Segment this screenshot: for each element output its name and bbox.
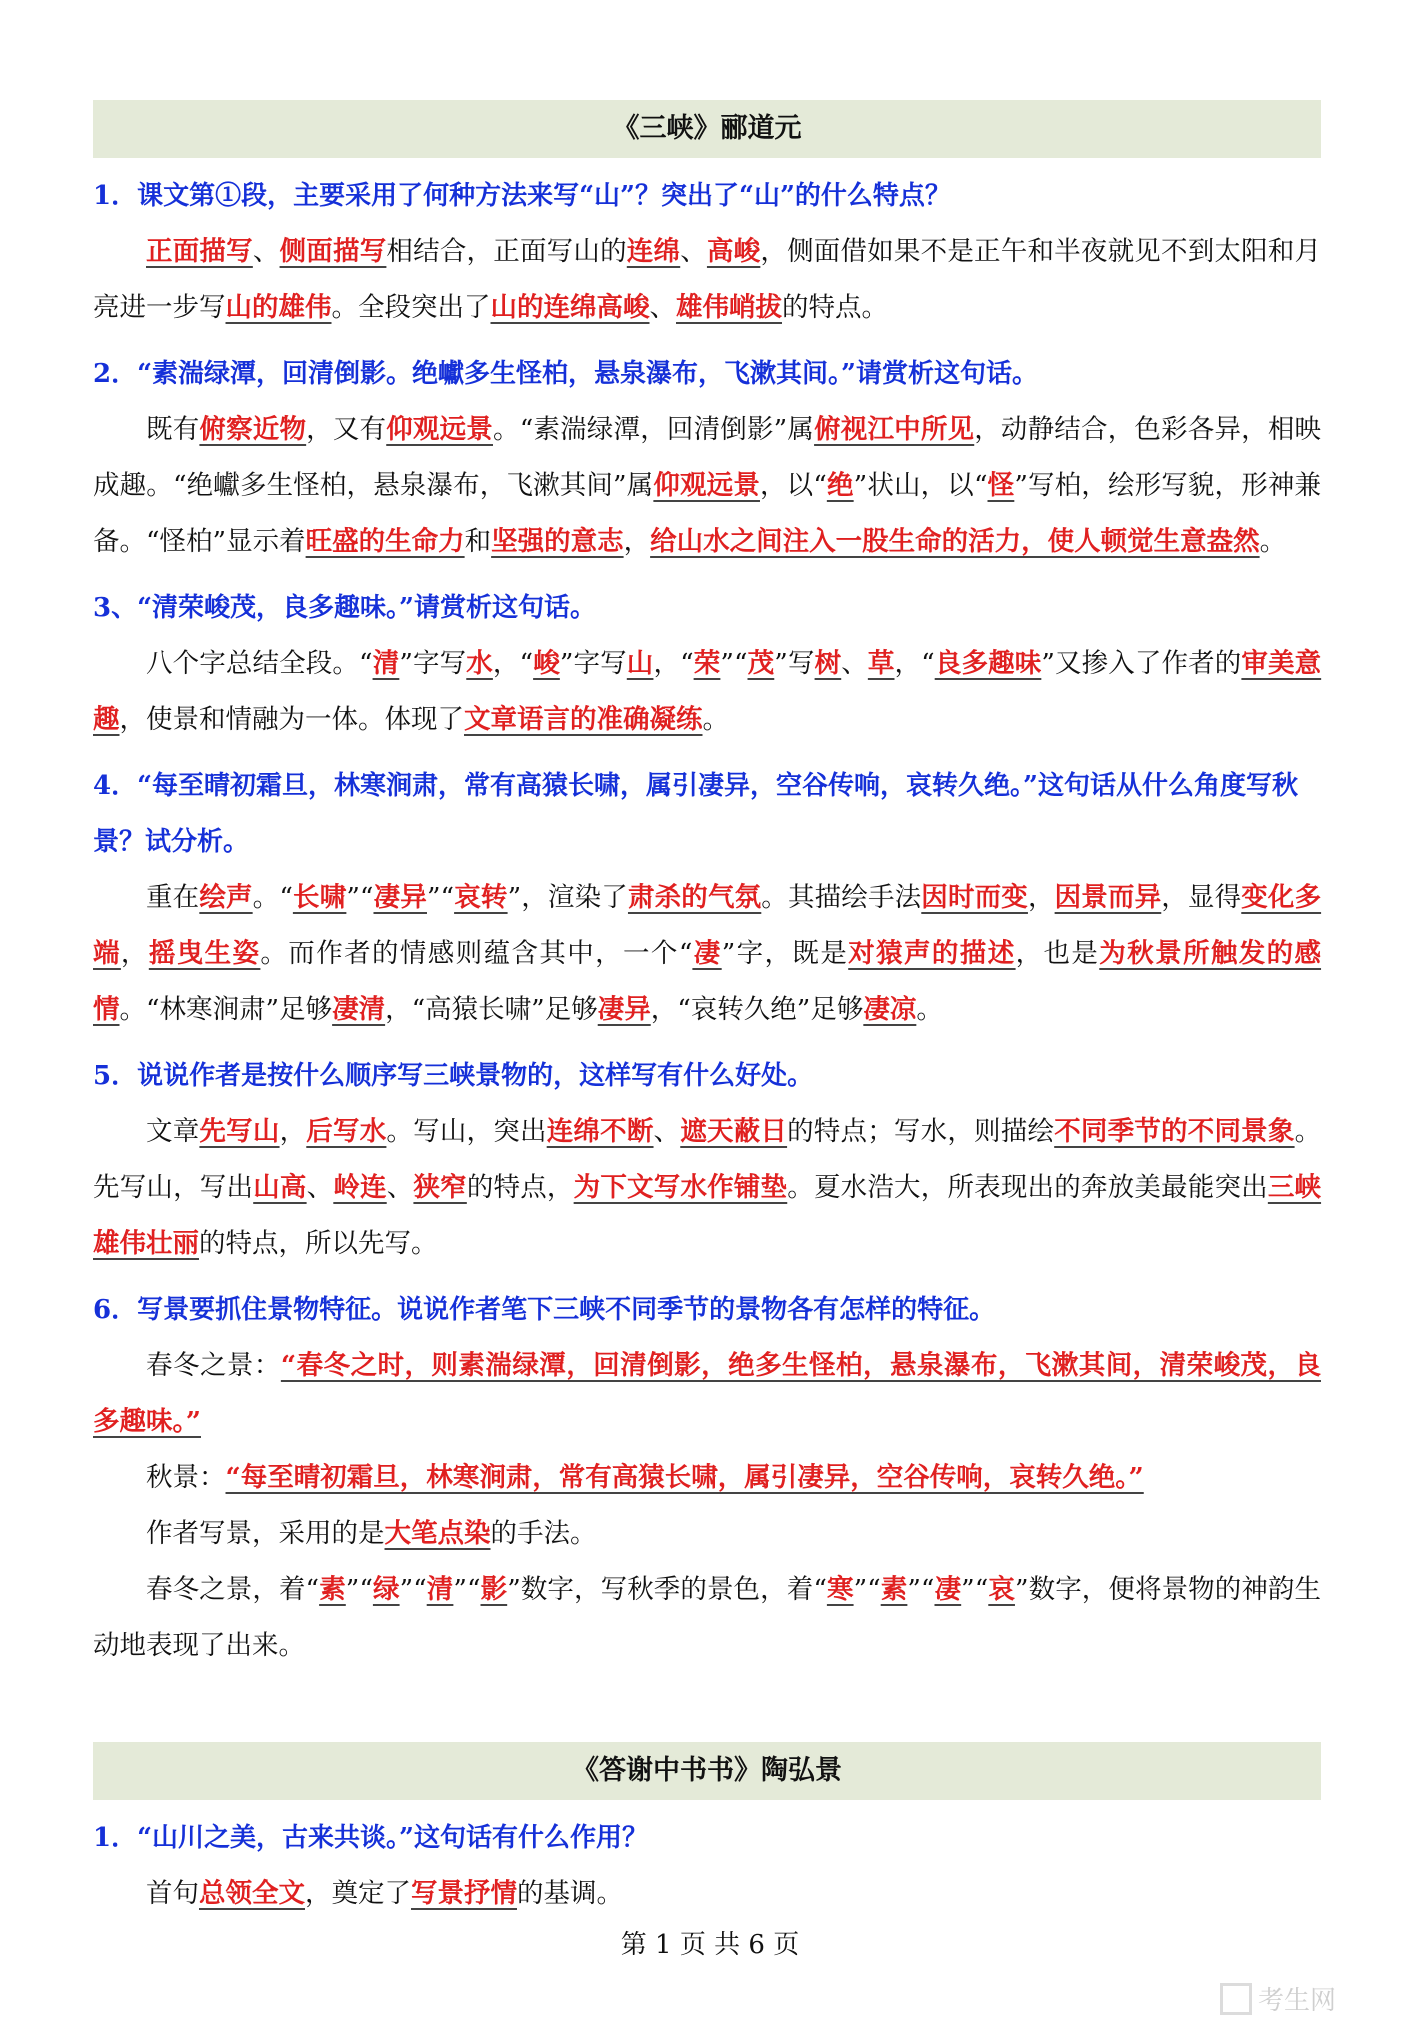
answer-keyword: 凄凉	[863, 994, 917, 1025]
answer-keyword: 摇曳生姿	[148, 938, 261, 969]
answer-text: 。其描绘手法	[761, 882, 922, 913]
answer-text: ，显得	[1161, 882, 1242, 913]
answer-text: ”，渲染了	[507, 882, 628, 913]
answer-keyword: 仰观远景	[386, 414, 493, 445]
answer-paragraph	[93, 402, 1321, 570]
answer-keyword: 素	[880, 1574, 908, 1605]
answer-keyword: 荣	[693, 648, 721, 679]
answer-text: ，“	[492, 648, 534, 679]
question: 3、“清荣峻茂，良多趣味。”请赏析这句话。	[93, 593, 597, 623]
answer-keyword: 给山水之间注入一股生命的活力，使人顿觉生意盎然	[650, 526, 1260, 557]
answer-keyword: 侧面描写	[279, 236, 387, 267]
answer-text: ，以“	[759, 470, 827, 501]
answer-keyword: 对猿声的描述	[848, 938, 1016, 969]
answer-keyword: 俯视江中所见	[814, 414, 975, 445]
answer-text: ，又有	[306, 414, 387, 445]
answer-keyword: 山高	[253, 1172, 307, 1203]
answer-text: 的手法。	[490, 1518, 597, 1549]
answer-keyword: 长啸	[292, 882, 347, 913]
answer-keyword: 凄清	[332, 994, 386, 1025]
answer-keyword: 山	[626, 648, 654, 679]
answer-keyword: 后写水	[306, 1116, 387, 1147]
answer-text: 的特点，	[466, 1172, 574, 1203]
answer-keyword: 清	[426, 1574, 454, 1605]
answer-text: 秋景：	[146, 1462, 226, 1493]
answer-text: 的基调。	[517, 1878, 623, 1909]
answer-text: ，“高猿长啸”足够	[385, 994, 598, 1025]
answer-keyword: 寒	[826, 1574, 854, 1605]
answer-text: ”“	[346, 882, 374, 913]
answer-text: ”“	[399, 1574, 427, 1605]
answer-keyword: 为秋景所触发的感情	[93, 938, 1322, 1025]
answer-text: 春冬之景：	[146, 1350, 281, 1381]
answer-keyword: 高峻	[706, 236, 761, 267]
answer-text: 。“林寒涧肃”足够	[119, 994, 333, 1025]
answer-text: ”状山，以“	[853, 470, 988, 501]
answer-text: ”“	[426, 882, 455, 913]
answer-keyword: 正面描写	[146, 236, 253, 267]
answer-text: 春冬之景，着“	[146, 1574, 320, 1605]
answer-text: ，奠定了	[305, 1878, 411, 1909]
logo-text: 考生网	[1258, 1985, 1337, 2015]
question: 4．“每至晴初霜旦，林寒涧肃，常有高猿长啸，属引凄异，空谷传响，哀转久绝。”这句话从什么角度写秋景？试分析。	[93, 771, 1299, 857]
answer-text: 的特点。	[782, 292, 888, 323]
section-title: 《答谢中书书》陶弘景	[93, 1742, 1321, 1800]
answer-keyword: 因时而变	[921, 882, 1028, 913]
answer-text: 作者写景，采用的是	[146, 1518, 385, 1549]
answer-keyword: 仰观远景	[653, 470, 760, 501]
answer-text: 、	[386, 1172, 414, 1203]
answer-text: ”“	[345, 1574, 373, 1605]
question: 1．“山川之美，古来共谈。”这句话有什么作用？	[93, 1823, 649, 1853]
answer-text: ，“	[894, 648, 935, 679]
answer-text: 。	[916, 994, 943, 1025]
answer-keyword: 写景抒情	[411, 1878, 517, 1909]
answer-keyword: 连绵不断	[546, 1116, 654, 1147]
answer-keyword: 狭窄	[413, 1172, 467, 1203]
answer-keyword: 绘声	[199, 882, 253, 913]
logo-icon	[1220, 1983, 1252, 2015]
answer-text: ，“	[653, 648, 694, 679]
answer-text: 。写山，突出	[386, 1116, 547, 1147]
answer-keyword: 遮天蔽日	[680, 1116, 788, 1147]
answer-text: 。全段突出了	[331, 292, 491, 323]
answer-text: ”写柏，绘形写貌，形神兼备。“怪柏”显示着	[93, 470, 1322, 557]
answer-keyword: 素	[319, 1574, 346, 1605]
answer-text: ”字，既是	[721, 938, 849, 969]
section	[93, 1742, 1321, 1922]
answer-keyword: 峻	[533, 648, 560, 679]
answer-keyword: 为下文写水作铺垫	[573, 1172, 788, 1203]
question: 2．“素湍绿潭，回清倒影。绝巘多生怪柏，悬泉瀑布，飞漱其间。”请赏析这句话。	[93, 359, 1039, 389]
answer-keyword: 绿	[372, 1574, 400, 1605]
answer-text: ，也是	[1015, 938, 1100, 969]
answer-keyword: 总领全文	[199, 1878, 305, 1909]
answer-keyword: 肃杀的气氛	[627, 882, 762, 913]
answer-keyword: 水	[466, 648, 493, 679]
answer-paragraph	[93, 1866, 1321, 1922]
answer-text: ”“	[720, 648, 748, 679]
answer-text: 。夏水浩大，所表现出的奔放美最能突出	[787, 1172, 1268, 1203]
answer-keyword: 凄异	[597, 994, 651, 1025]
answer-keyword: 雄伟峭拔	[676, 292, 782, 323]
section	[93, 100, 1321, 1674]
answer-keyword: 大笔点染	[384, 1518, 491, 1549]
answer-keyword: 不同季节的不同景象	[1054, 1116, 1295, 1147]
answer-paragraph	[93, 1562, 1321, 1674]
answer-keyword: 岭连	[333, 1172, 387, 1203]
answer-text: ，	[120, 938, 149, 969]
answer-text: 、	[649, 292, 676, 323]
answer-keyword: 茂	[747, 648, 775, 679]
answer-paragraph	[93, 1506, 1321, 1562]
answer-text: ”“	[853, 1574, 881, 1605]
answer-text: 。	[702, 704, 729, 735]
answer-text: ，	[623, 526, 651, 557]
answer-text: 、	[252, 236, 280, 267]
answer-text: ，“哀转久绝”足够	[650, 994, 864, 1025]
answer-paragraph	[93, 1450, 1321, 1506]
answer-text: 。	[1259, 526, 1287, 557]
answer-text: ”数字，写秋季的景色，着“	[507, 1574, 827, 1605]
answer-keyword: 文章语言的准确凝练	[464, 704, 703, 735]
answer-keyword: 俯察近物	[199, 414, 307, 445]
answer-paragraph	[93, 224, 1321, 336]
answer-keyword: 影	[480, 1574, 508, 1605]
page-footer: 第 1 页 共 6 页	[620, 1930, 800, 1960]
watermark-logo	[1220, 1980, 1336, 2017]
answer-keyword: 连绵	[626, 236, 681, 267]
answer-keyword: 绝	[826, 470, 854, 501]
answer-text: ”又掺入了作者的	[1041, 648, 1242, 679]
question: 6．写景要抓住景物特征。说说作者笔下三峡不同季节的景物各有怎样的特征。	[93, 1295, 996, 1325]
answer-text: 的特点；写水，则描绘	[787, 1116, 1055, 1147]
answer-text: 。“素湍绿潭，回清倒影”属	[493, 414, 815, 445]
answer-text: ，	[279, 1116, 307, 1147]
answer-keyword: 审美意趣	[93, 648, 1322, 735]
question: 5．说说作者是按什么顺序写三峡景物的，这样写有什么好处。	[93, 1061, 814, 1091]
answer-text: 既有	[146, 414, 200, 445]
answer-text: 、	[841, 648, 868, 679]
answer-keyword: 山的雄伟	[225, 292, 332, 323]
answer-text: ”写	[774, 648, 815, 679]
answer-text: ”“	[961, 1574, 989, 1605]
answer-keyword: 山的连绵高峻	[490, 292, 650, 323]
answer-text: 重在	[146, 882, 200, 913]
answer-text: 和	[464, 526, 492, 557]
answer-text: 、	[680, 236, 707, 267]
answer-keyword: 先写山	[199, 1116, 280, 1147]
answer-keyword: 凄异	[373, 882, 427, 913]
answer-keyword: “春冬之时，则素湍绿潭，回清倒影，绝多生怪柏，悬泉瀑布，飞漱其间，清荣峻茂，良多趣味。”	[93, 1350, 1321, 1437]
answer-keyword: 旺盛的生命力	[305, 526, 465, 557]
answer-keyword: 三峡雄伟壮丽	[93, 1172, 1322, 1259]
answer-text: ，动静结合，色彩各异，相映成趣。“绝巘多生怪柏，悬泉瀑布，飞漱其间”属	[93, 414, 1322, 501]
answer-text: ”字写	[399, 648, 467, 679]
answer-text: 、	[653, 1116, 681, 1147]
answer-text: 文章	[146, 1116, 200, 1147]
answer-text: 相结合，正面写山的	[386, 236, 627, 267]
answer-text: 。“	[252, 882, 293, 913]
answer-text: 。而作者的情感则蕴含其中，一个“	[260, 938, 693, 969]
answer-keyword: 树	[814, 648, 842, 679]
answer-keyword: “每至晴初霜旦，林寒涧肃，常有高猿长啸，属引凄异，空谷传响，哀转久绝。”	[225, 1462, 1144, 1493]
answer-text: ”“	[907, 1574, 935, 1605]
answer-keyword: 草	[867, 648, 895, 679]
section-title: 《三峡》郦道元	[93, 100, 1321, 158]
answer-keyword: 哀	[988, 1574, 1015, 1605]
answer-text: 。先写山，写出	[93, 1116, 1322, 1203]
answer-paragraph	[93, 870, 1321, 1038]
answer-keyword: 哀转	[454, 882, 508, 913]
answer-keyword: 清	[372, 648, 400, 679]
answer-keyword: 良多趣味	[934, 648, 1042, 679]
answer-keyword: 怪	[987, 470, 1015, 501]
answer-keyword: 变化多端	[93, 882, 1322, 969]
answer-text: ，侧面借如果不是正午和半夜就见不到太阳和月亮进一步写	[93, 236, 1322, 323]
answer-text: ”数字，便将景物的神韵生动地表现了出来。	[93, 1574, 1322, 1661]
answer-text: 首句	[146, 1878, 199, 1909]
question: 1．课文第①段，主要采用了何种方法来写“山”？突出了“山”的什么特点？	[93, 181, 951, 211]
answer-text: ，使景和情融为一体。体现了	[119, 704, 464, 735]
answer-text: ，	[1027, 882, 1055, 913]
answer-text: ”字写	[559, 648, 627, 679]
answer-paragraph	[93, 1338, 1321, 1450]
answer-text: 的特点，所以先写。	[199, 1228, 438, 1259]
answer-paragraph	[93, 636, 1321, 748]
answer-paragraph	[93, 1104, 1321, 1272]
answer-text: ”“	[453, 1574, 481, 1605]
answer-keyword: 凄	[934, 1574, 962, 1605]
answer-text: 八个字总结全段。“	[146, 648, 373, 679]
answer-keyword: 因景而异	[1054, 882, 1162, 913]
answer-text: 、	[306, 1172, 334, 1203]
answer-keyword: 凄	[692, 938, 722, 969]
answer-keyword: 坚强的意志	[491, 526, 624, 557]
